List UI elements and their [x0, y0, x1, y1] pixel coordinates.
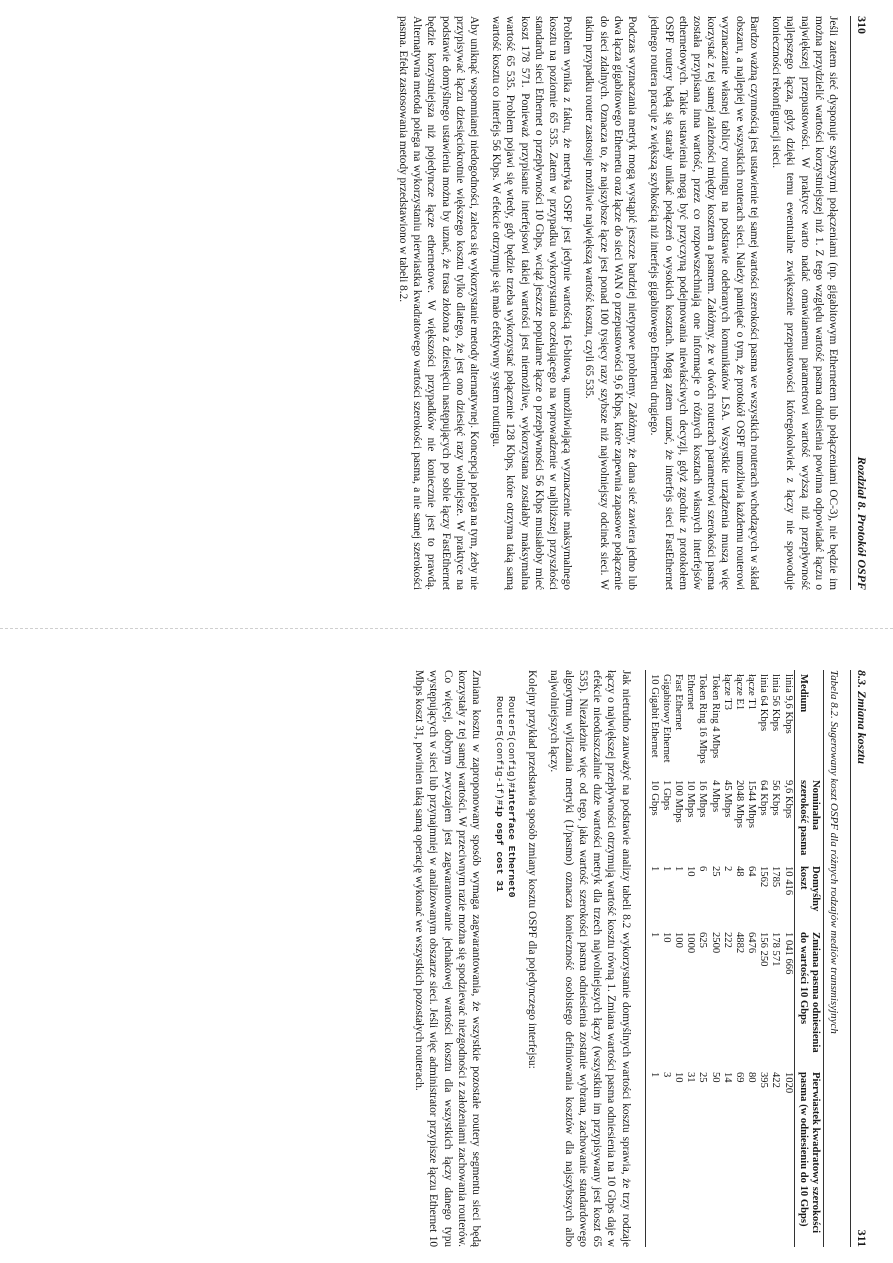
table-row — [769, 670, 781, 1247]
table-cell: linia 64 Kbps — [758, 674, 770, 732]
table-cell: 4882 — [733, 932, 745, 954]
table-cell: 395 — [758, 1072, 770, 1088]
paragraph: Jeśli zatem sieć dysponuje szybszymi połączeniami (np. gigabitowym Ethernetem lub połączeniami OC-3), nie będzie im można przydzielić wartości korzystniejszej niż 1. Z tego względu wartość pasma odniesienia powinna odpowiadać łączu o największej przepustowości. W praktyce warto nadać omawianemu parametrowi wartość wyższą niż przepływność najlepszego łącza, gdyż dzięki temu ewentualne zwiększenie przepustowości któregokolwiek z łączy nie spowoduje konieczności rekonfiguracji sieci. — [770, 16, 839, 590]
left-page-number: 310 — [855, 16, 869, 34]
table-header-row — [794, 670, 823, 1247]
table-cell: 25 — [709, 866, 721, 877]
paragraph: Aby uniknąć wspomnianej niedogodności, zaleca się wykorzystanie metody alternatywnej. Koncepcja polega na tym, żeby nie przypisywać łączu dziesięciokrotnie większego kosztu tylko dlatego, że jest ono dziesięć razy wolniejsze. W praktyce na podstawie domyślnego ustawienia można by uznać, że trasa złożona z dziesięciu następujących po sobie łączy FastEthernet będzie korzystniejsza niż pojedyncze łącze ethernetowe. W większości przypadków nie koniecznie jest to prawdą. Alternatywna metoda polega na wykorzystaniu pierwiastka kwadratowego wartości szerokości pasma, a nie samej szerokości pasma. Efekt zastosowania metody przedstawiono w tabeli 8.2. — [396, 16, 480, 590]
code-command: interface Ethernet0 — [506, 788, 518, 898]
code-line — [493, 696, 505, 1247]
table-cell: 1 Gbps — [660, 780, 672, 811]
table-cell: Fast Ethernet — [673, 674, 685, 731]
table-cell: Token Ring 16 Mbps — [697, 674, 709, 764]
table-header: Domyślny koszt — [794, 862, 823, 928]
table-row — [733, 670, 745, 1247]
paragraph: Zmiana kosztu w zaproponowany sposób wymaga zagwarantowania, że wszystkie pozostałe routery segmentu sieci będą korzystały z tej samej wartości. W przeciwnym razie można się spodziewać niezgodności z założeniami zachowania routerów. Co więcej, dobrym zwyczajem jest zagwarantowanie jednakowej wartości kosztu dla wszystkich łączy danego typu występujących w sieci lub przynajmniej w analizowanym obszarze sieci. Jeśli więc administrator przypisze łączu Ethernet 10 Mbps koszt 31, powinien taką samą operację wykonać we wszystkich pozostałych routerach. — [413, 670, 483, 1247]
table-cell: 10 — [660, 932, 672, 943]
table-cell: Gigabitowy Ethernet — [660, 674, 672, 763]
table-row — [721, 670, 733, 1247]
table-row — [708, 670, 720, 1247]
cost-table — [645, 670, 824, 1247]
table-cell: 2 — [721, 866, 733, 872]
table-cell: 10 Gbps — [645, 776, 660, 862]
table-cell: 25 — [697, 1072, 709, 1083]
paragraph: Kolejny przykład przedstawia sposób zmiany kosztu OSPF dla pojedynczego interfejsu: — [526, 670, 539, 1069]
table-cell: 10 Gigabit Ethernet — [645, 670, 660, 776]
table-header: Pierwiastek kwadratowy szerokości pasma (w odniesieniu do 10 Gbps) — [794, 1068, 823, 1247]
table-cell: 1785 — [770, 866, 782, 888]
table-caption: Tabela 8.2. Sugerowany koszt OSPF dla różnych rodzajów mediów transmisyjnych — [828, 670, 840, 1034]
table-cell: 1 041 666 — [782, 932, 794, 975]
left-running-head — [850, 16, 869, 590]
table-cell: łącze T1 — [746, 674, 758, 710]
table-cell: 45 Mbps — [721, 780, 733, 818]
table-cell: 10 — [685, 866, 697, 877]
table-header: Nominalna szerokość pasma — [794, 776, 823, 862]
table-cell: 10 416 — [782, 866, 794, 896]
table-cell: 156 250 — [758, 932, 770, 967]
table-cell: 3 — [660, 1072, 672, 1078]
table-body — [645, 670, 794, 1247]
right-page — [0, 650, 893, 1263]
table-cell: 2048 Mbps — [733, 780, 745, 828]
table-cell: 1 — [645, 862, 660, 928]
table-cell: 64 Kbps — [758, 780, 770, 816]
table-cell: 6 — [697, 866, 709, 872]
book-spine-divider — [0, 628, 893, 629]
table-cell: 56 Kbps — [770, 780, 782, 816]
right-page-number: 311 — [855, 1229, 869, 1247]
table-cell: 9,6 Kbps — [782, 780, 794, 819]
table-cell: 100 Mbps — [673, 780, 685, 823]
code-prompt: Router5(config)# — [506, 696, 518, 789]
table-row — [660, 670, 672, 1247]
table-cell: 625 — [697, 932, 709, 948]
table-cell: Token Ring 4 Mbps — [709, 674, 721, 759]
table-row — [672, 670, 684, 1247]
left-chapter-title: Rozdział 8. Protokół OSPF — [855, 456, 869, 590]
table-cell: 1 — [645, 928, 660, 1068]
table-cell: 4 Mbps — [709, 780, 721, 813]
table-cell: 50 — [709, 1072, 721, 1083]
table-cell: linia 9,6 Kbps — [782, 674, 794, 734]
right-running-head — [850, 670, 869, 1247]
table-cell: 48 — [733, 866, 745, 877]
paragraph: Jak nietrudno zauważyć na podstawie analizy tabeli 8.2 wykorzystanie domyślnych wartości kosztu sprawia, że trzy rodzaje łączy o największej przepływności otrzymują wartość kosztu równą 1. Zmiana wartości pasma odniesienia na 10 Gbps daje w efekcie nieoduszczalnie duże wartości metryk dla trzech najwolniejszych łączy (wszystkim im przypisywany jest koszt 65 535). Niezależnie więc od tego, jaka wartość szerokości pasma odniesienia zostanie wybrana, zachowanie standardowego algorytmu wyliczania metryki (1/pasmo) oznacza konieczność osobistego definiowania kosztów dla najszybszych albo najwolniejszych łączy. — [548, 670, 632, 1247]
paragraph: Bardzo ważną czynnością jest ustawienie tej samej wartości szerokości pasma we wszystkich routerach wchodzących w skład obszaru, a najlepiej we wszystkich routerach sieci. Należy pamiętać o tym, że protokół OSPF umożliwia każdemu routerowi wyznaczanie własnej tablicy routingu na podstawie odebranych komunikatów LSA. Wszystkie urządzenia muszą więc korzystać z tej samej zależności między kosztem a pasmem. Załóżmy, że w dwóch routerach parametrowi szerokości pasma została przypisana inna wartość, przez co rozpowszechniają one informacje o różnych kosztach własnych interfejsów ethernetowych. Takie ustawienia mogą być przyczyną podejmowania niewłaściwych decyzji, gdyż zgodnie z protokołem OSPF routery będą się starały unikać połączeń o wysokich kosztach. Mogą zatem uznać, że interfejs sieci FastEthernet jednego routera pracuje z większą szybkością niż interfejs gigabitowego Ethernetu drugiego. — [648, 16, 760, 590]
table-cell: 16 Mbps — [697, 780, 709, 818]
table-cell: 1000 — [685, 932, 697, 954]
code-line — [505, 696, 517, 1247]
table-cell: 1 — [673, 866, 685, 872]
table-row — [645, 670, 660, 1247]
paragraph: Problem wynika z faktu, że metryka OSPF jest jedynie wartością 16-bitową, umożliwiającą wyznaczenie maksymalnego kosztu na poziomie 65 535. Zatem w przypadku wykorzystania oczekującego na wprowadzenie w najbliższej przyszłości standardu sieci Ethernet o przepływności 10 Gbps, wciąż jeszcze popularne łącze o przepływności 56 Kbps musiałoby mieć koszt 178 571. Ponieważ przypisanie interfejsowi takiej wartości jest niemożliwe, wykorzystana zostałaby maksymalna wartość 65 535. Problem pojawi się wtedy, gdy będzie trzeba wykorzystać połączenie 128 Kbps, które otrzyma taką samą wartość kosztu co interfejs 56 Kbps. W efekcie otrzymuje się mało efektywny system routingu. — [490, 16, 574, 590]
code-command: ip ospf cost 31 — [494, 805, 506, 892]
table-cell: łącze T3 — [721, 674, 733, 710]
paragraph: Podczas wyznaczania metryk mogą wystąpić jeszcze bardziej nietypowe problemy. Załóżmy, że dana sieć zawiera jedno lub dwa łącza gigabitowego Ethernetu oraz łącze do sieci WAN o przepustowości 9,6 Kbps, które zapewnia zapasowe połączenie do sieci zdalnych. Oznacza to, że najszybsze łącze jest ponad 100 tysięcy razy szybsze niż najwolniejszy odcinek sieci. W takim przypadku router zastosuje możliwie największą wartość kosztu, czyli 65 535. — [583, 16, 639, 590]
table-row — [696, 670, 708, 1247]
table-header: Medium — [794, 670, 823, 776]
right-section-title: 8.3. Zmiana kosztu — [855, 670, 869, 765]
table-row — [745, 670, 757, 1247]
table-cell: 222 — [721, 932, 733, 948]
table-cell: 6476 — [746, 932, 758, 954]
table-cell: 1562 — [758, 866, 770, 888]
table-row — [684, 670, 696, 1247]
table-cell: 1544 Mbps — [746, 780, 758, 828]
left-page — [0, 0, 893, 610]
table-cell: Ethernet — [685, 674, 697, 710]
table-cell: 10 Mbps — [685, 780, 697, 818]
table-row — [781, 670, 794, 1247]
table-cell: 14 — [721, 1072, 733, 1083]
table-cell: 100 — [673, 932, 685, 948]
table-cell: linia 56 Kbps — [770, 674, 782, 732]
table-cell: 80 — [746, 1072, 758, 1083]
code-prompt: Router5(config-if)# — [494, 696, 506, 806]
table-cell: 422 — [770, 1072, 782, 1088]
table-cell: 1 — [660, 866, 672, 872]
code-listing — [493, 696, 517, 1247]
table-cell: 1 — [645, 1068, 660, 1247]
table-cell: łącze E1 — [733, 674, 745, 711]
table-cell: 178 571 — [770, 932, 782, 967]
table-cell: 1020 — [782, 1072, 794, 1094]
table-cell: 69 — [733, 1072, 745, 1083]
table-header: Zmiana pasma odniesienia do wartości 10 Gbps — [794, 928, 823, 1068]
table-row — [757, 670, 769, 1247]
table-cell: 10 — [673, 1072, 685, 1083]
table-cell: 64 — [746, 866, 758, 877]
table-cell: 2500 — [709, 932, 721, 954]
table-cell: 31 — [685, 1072, 697, 1083]
